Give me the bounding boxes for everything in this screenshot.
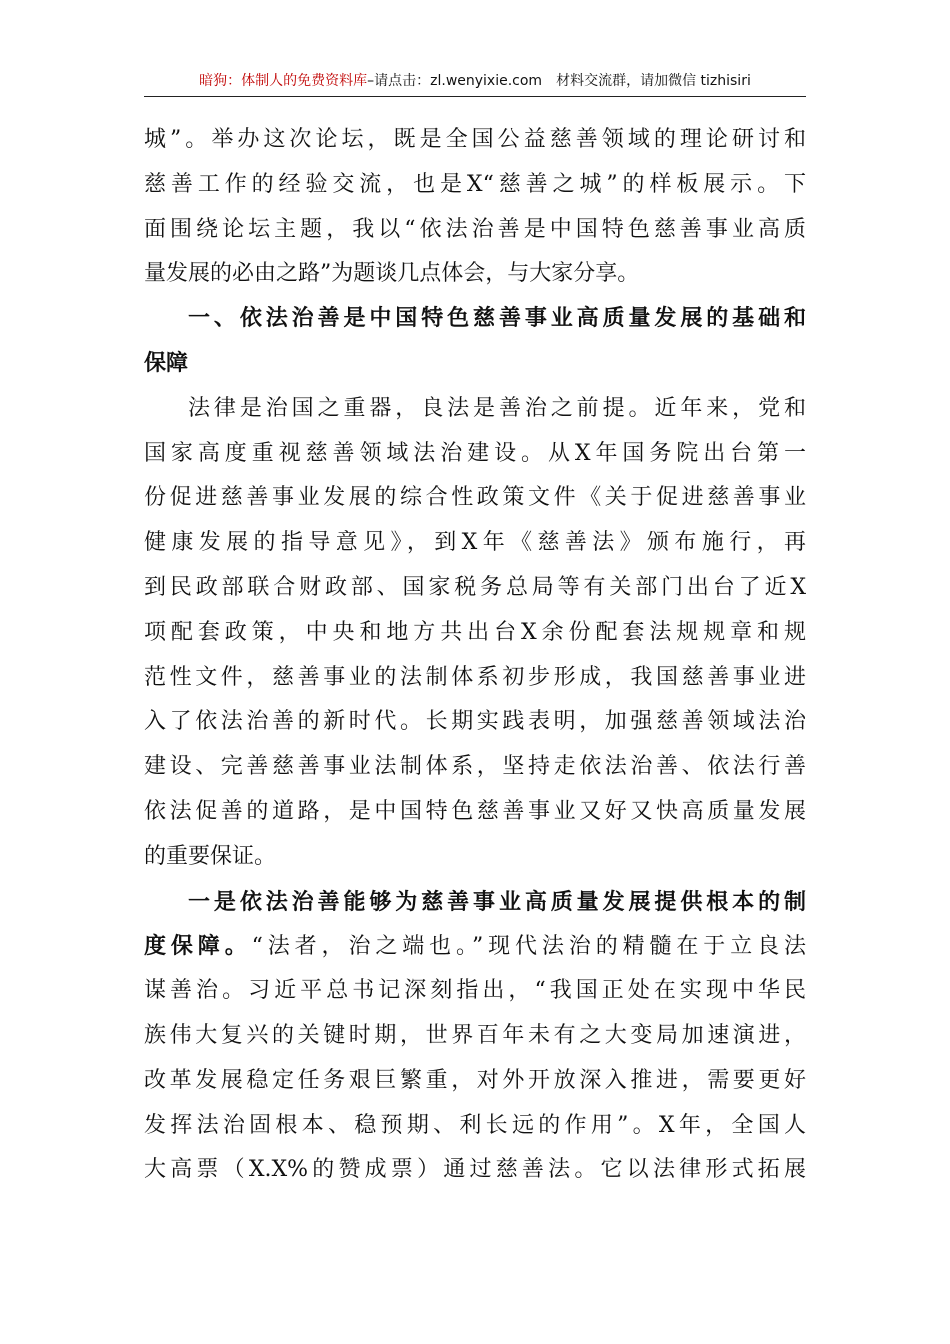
text-line: 改革发展稳定任务艰巨繁重，对外开放深入推进，需要更好 bbox=[144, 1067, 806, 1093]
text-line: 法律是治国之重器，良法是善治之前提。近年来，党和 bbox=[188, 395, 806, 421]
text-line: 份促进慈善事业发展的综合性政策文件《关于促进慈善事业 bbox=[144, 485, 806, 511]
header-link-text[interactable]: –请点击：zl.wenyixie.com bbox=[367, 73, 543, 89]
heading-line: 保障 bbox=[144, 350, 189, 376]
text-line: 慈善工作的经验交流，也是X“慈善之城”的样板展示。下 bbox=[144, 171, 806, 197]
text-line bbox=[144, 880, 806, 925]
text-line: 国家高度重视慈善领域法治建设。从X年国务院出台第一 bbox=[144, 440, 806, 466]
text-line: 依法促善的道路，是中国特色慈善事业又好又快高质量发展 bbox=[144, 798, 806, 824]
header-divider bbox=[144, 96, 806, 97]
header-wechat-text: 材料交流群，请加微信 tizhisiri bbox=[556, 73, 751, 89]
text-span: “法者，治之端也。”现代法治的精髓在于立良法 bbox=[251, 934, 806, 960]
document-body bbox=[144, 118, 806, 1193]
text-line: 大高票（X.X%的赞成票）通过慈善法。它以法律形式拓展 bbox=[144, 1157, 806, 1183]
paragraph-law bbox=[144, 387, 806, 880]
text-line: 到民政部联合财政部、国家税务总局等有关部门出台了近X bbox=[144, 574, 806, 600]
text-line: 量发展的必由之路”为题谈几点体会，与大家分享。 bbox=[144, 261, 640, 287]
text-line: 的重要保证。 bbox=[144, 843, 277, 869]
text-line: 面围绕论坛主题，我以“依法治善是中国特色慈善事业高质 bbox=[144, 216, 806, 242]
bold-lead-text: 度保障。 bbox=[144, 933, 252, 960]
text-line bbox=[144, 924, 806, 969]
text-line: 入了依法治善的新时代。长期实践表明，加强慈善领域法治 bbox=[144, 709, 806, 735]
header-promo-text: 暗狗：体制人的免费资料库 bbox=[199, 73, 368, 89]
paragraph-intro bbox=[144, 118, 806, 297]
text-line: 项配套政策，中央和地方共出台X余份配套法规规章和规 bbox=[144, 619, 806, 645]
heading-line: 一、依法治善是中国特色慈善事业高质量发展的基础和 bbox=[188, 306, 806, 332]
bold-lead-text: 一是依法治善能够为慈善事业高质量发展提供根本的制 bbox=[188, 888, 806, 915]
text-line: 族伟大复兴的关键时期，世界百年未有之大变局加速演进， bbox=[144, 1022, 806, 1048]
text-line: 城”。举办这次论坛，既是全国公益慈善领域的理论研讨和 bbox=[144, 127, 806, 152]
text-line: 建设、完善慈善事业法制体系，坚持走依法治善、依法行善 bbox=[144, 754, 806, 780]
text-line: 发挥法治固根本、稳预期、利长远的作用”。X年，全国人 bbox=[144, 1112, 806, 1138]
text-line: 谋善治。习近平总书记深刻指出，“我国正处在实现中华民 bbox=[144, 978, 806, 1004]
paragraph-point-one bbox=[144, 880, 806, 1194]
text-line: 健康发展的指导意见》，到X年《慈善法》颁布施行，再 bbox=[144, 530, 806, 556]
section-heading-1 bbox=[144, 297, 806, 387]
page-header bbox=[144, 66, 806, 96]
text-line: 范性文件，慈善事业的法制体系初步形成，我国慈善事业进 bbox=[144, 664, 806, 690]
